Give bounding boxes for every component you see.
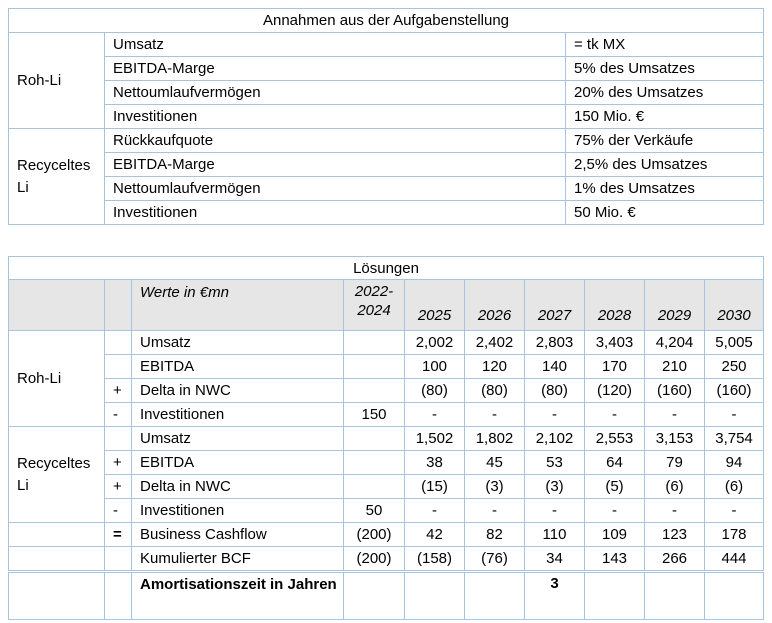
row-operator: - — [105, 499, 132, 523]
header-year: 2022-2024 — [344, 280, 405, 331]
cell-value: - — [525, 403, 585, 427]
assumptions-title: Annahmen aus der Aufgabenstellung — [9, 9, 764, 33]
group-label-recyceltes-li: Recyceltes Li — [9, 129, 105, 225]
cell-value: 2,102 — [525, 427, 585, 451]
cell-value: 109 — [585, 523, 645, 547]
row-label: Business Cashflow — [132, 523, 344, 547]
cell-value — [344, 379, 405, 403]
table-row — [9, 379, 764, 403]
cell-value: 42 — [405, 523, 465, 547]
cell-value: 79 — [645, 451, 705, 475]
solutions-title: Lösungen — [9, 257, 764, 280]
cell-value: 266 — [645, 547, 705, 572]
assumption-value: 1% des Umsatzes — [566, 177, 764, 201]
cell-value: (158) — [405, 547, 465, 572]
cell-value: 150 — [344, 403, 405, 427]
cell-value: 1,802 — [465, 427, 525, 451]
header-empty — [105, 280, 132, 331]
header-year: 2025 — [405, 280, 465, 331]
assumption-item: Nettoumlaufvermögen — [105, 177, 566, 201]
group-label-empty — [9, 523, 105, 547]
cell-empty — [645, 572, 705, 620]
row-operator: - — [105, 403, 132, 427]
cell-value: 120 — [465, 355, 525, 379]
cell-value: (6) — [645, 475, 705, 499]
group-label-empty — [9, 572, 105, 620]
cell-value: (5) — [585, 475, 645, 499]
cell-value: (80) — [525, 379, 585, 403]
row-label: Umsatz — [132, 427, 344, 451]
assumption-item: Rückkaufquote — [105, 129, 566, 153]
cell-value: - — [645, 499, 705, 523]
row-label: Delta in NWC — [132, 379, 344, 403]
cell-value: 178 — [705, 523, 764, 547]
assumption-value: 20% des Umsatzes — [566, 81, 764, 105]
header-year: 2029 — [645, 280, 705, 331]
cell-value: (200) — [344, 523, 405, 547]
assumption-value: 150 Mio. € — [566, 105, 764, 129]
row-label: EBITDA — [132, 451, 344, 475]
table-row — [9, 331, 764, 355]
cell-value: 1,502 — [405, 427, 465, 451]
cell-value: 123 — [645, 523, 705, 547]
cell-value: 2,553 — [585, 427, 645, 451]
assumption-item: EBITDA-Marge — [105, 153, 566, 177]
group-label-empty — [9, 547, 105, 572]
group-label-recyceltes-li: Recyceltes Li — [9, 427, 105, 523]
cell-value: 250 — [705, 355, 764, 379]
row-label: Delta in NWC — [132, 475, 344, 499]
assumption-item: Nettoumlaufvermögen — [105, 81, 566, 105]
assumption-item: Umsatz — [105, 33, 566, 57]
cell-value: (3) — [465, 475, 525, 499]
payback-row — [9, 572, 764, 620]
cell-value: 3,153 — [645, 427, 705, 451]
cell-value: (160) — [645, 379, 705, 403]
row-label: Umsatz — [132, 331, 344, 355]
assumption-value: 2,5% des Umsatzes — [566, 153, 764, 177]
cell-value: 3,403 — [585, 331, 645, 355]
payback-label: Amortisationszeit in Jahren — [132, 572, 344, 620]
payback-value: 3 — [525, 572, 585, 620]
row-operator — [105, 427, 132, 451]
cell-value: - — [585, 499, 645, 523]
cell-value: 50 — [344, 499, 405, 523]
cell-value: 3,754 — [705, 427, 764, 451]
cell-value: - — [585, 403, 645, 427]
row-operator — [105, 331, 132, 355]
cell-value: (120) — [585, 379, 645, 403]
row-operator — [105, 572, 132, 620]
row-operator: + — [105, 475, 132, 499]
table-row — [9, 403, 764, 427]
cell-value: 53 — [525, 451, 585, 475]
header-units-label: Werte in €mn — [132, 280, 344, 331]
cell-value: (160) — [705, 379, 764, 403]
header-year: 2030 — [705, 280, 764, 331]
cell-value: - — [705, 499, 764, 523]
cell-value: 140 — [525, 355, 585, 379]
cell-empty — [585, 572, 645, 620]
solutions-header-row — [9, 280, 764, 331]
cell-value: 210 — [645, 355, 705, 379]
table-row — [9, 451, 764, 475]
cell-value: 64 — [585, 451, 645, 475]
cell-value: 100 — [405, 355, 465, 379]
cumulative-bcf-row — [9, 547, 764, 572]
cell-value: - — [405, 499, 465, 523]
cell-value: 82 — [465, 523, 525, 547]
row-label: Investitionen — [132, 403, 344, 427]
cell-value: - — [705, 403, 764, 427]
row-operator: + — [105, 379, 132, 403]
cell-value: 2,002 — [405, 331, 465, 355]
row-label: EBITDA — [132, 355, 344, 379]
table-row — [9, 499, 764, 523]
solutions-table — [8, 256, 764, 620]
header-year: 2026 — [465, 280, 525, 331]
row-label: Investitionen — [132, 499, 344, 523]
cell-value: (80) — [465, 379, 525, 403]
cell-value — [344, 331, 405, 355]
cell-value: - — [405, 403, 465, 427]
cell-value: - — [465, 403, 525, 427]
assumption-value: 5% des Umsatzes — [566, 57, 764, 81]
table-row — [9, 427, 764, 451]
cell-value: (80) — [405, 379, 465, 403]
cell-value: - — [465, 499, 525, 523]
row-operator — [105, 355, 132, 379]
cell-value: 5,005 — [705, 331, 764, 355]
cell-value: 2,803 — [525, 331, 585, 355]
row-label: Kumulierter BCF — [132, 547, 344, 572]
row-operator — [105, 547, 132, 572]
cell-value — [344, 451, 405, 475]
cell-value — [344, 427, 405, 451]
table-row — [9, 475, 764, 499]
assumption-value: 50 Mio. € — [566, 201, 764, 225]
cell-value: (200) — [344, 547, 405, 572]
cell-value: 45 — [465, 451, 525, 475]
header-year: 2028 — [585, 280, 645, 331]
assumptions-table — [8, 8, 764, 225]
cell-value: 444 — [705, 547, 764, 572]
cell-empty — [465, 572, 525, 620]
cell-value: (3) — [525, 475, 585, 499]
cell-value: 94 — [705, 451, 764, 475]
group-label-roh-li: Roh-Li — [9, 33, 105, 129]
cell-value: 110 — [525, 523, 585, 547]
cell-value — [344, 355, 405, 379]
table-row — [9, 355, 764, 379]
cell-value: 170 — [585, 355, 645, 379]
cell-value: (15) — [405, 475, 465, 499]
assumption-item: Investitionen — [105, 105, 566, 129]
cell-value: (6) — [705, 475, 764, 499]
cell-empty — [344, 572, 405, 620]
assumption-item: EBITDA-Marge — [105, 57, 566, 81]
cell-value: - — [645, 403, 705, 427]
cell-value: 34 — [525, 547, 585, 572]
group-label-roh-li: Roh-Li — [9, 331, 105, 427]
cell-value: 38 — [405, 451, 465, 475]
cell-value: (76) — [465, 547, 525, 572]
header-year: 2027 — [525, 280, 585, 331]
assumption-value: 75% der Verkäufe — [566, 129, 764, 153]
cell-value — [344, 475, 405, 499]
row-operator: = — [105, 523, 132, 547]
cell-value: - — [525, 499, 585, 523]
assumption-item: Investitionen — [105, 201, 566, 225]
header-empty — [9, 280, 105, 331]
row-operator: + — [105, 451, 132, 475]
cell-empty — [705, 572, 764, 620]
cell-value: 2,402 — [465, 331, 525, 355]
cell-empty — [405, 572, 465, 620]
cell-value: 143 — [585, 547, 645, 572]
assumption-value: = tk MX — [566, 33, 764, 57]
business-cashflow-row — [9, 523, 764, 547]
cell-value: 4,204 — [645, 331, 705, 355]
